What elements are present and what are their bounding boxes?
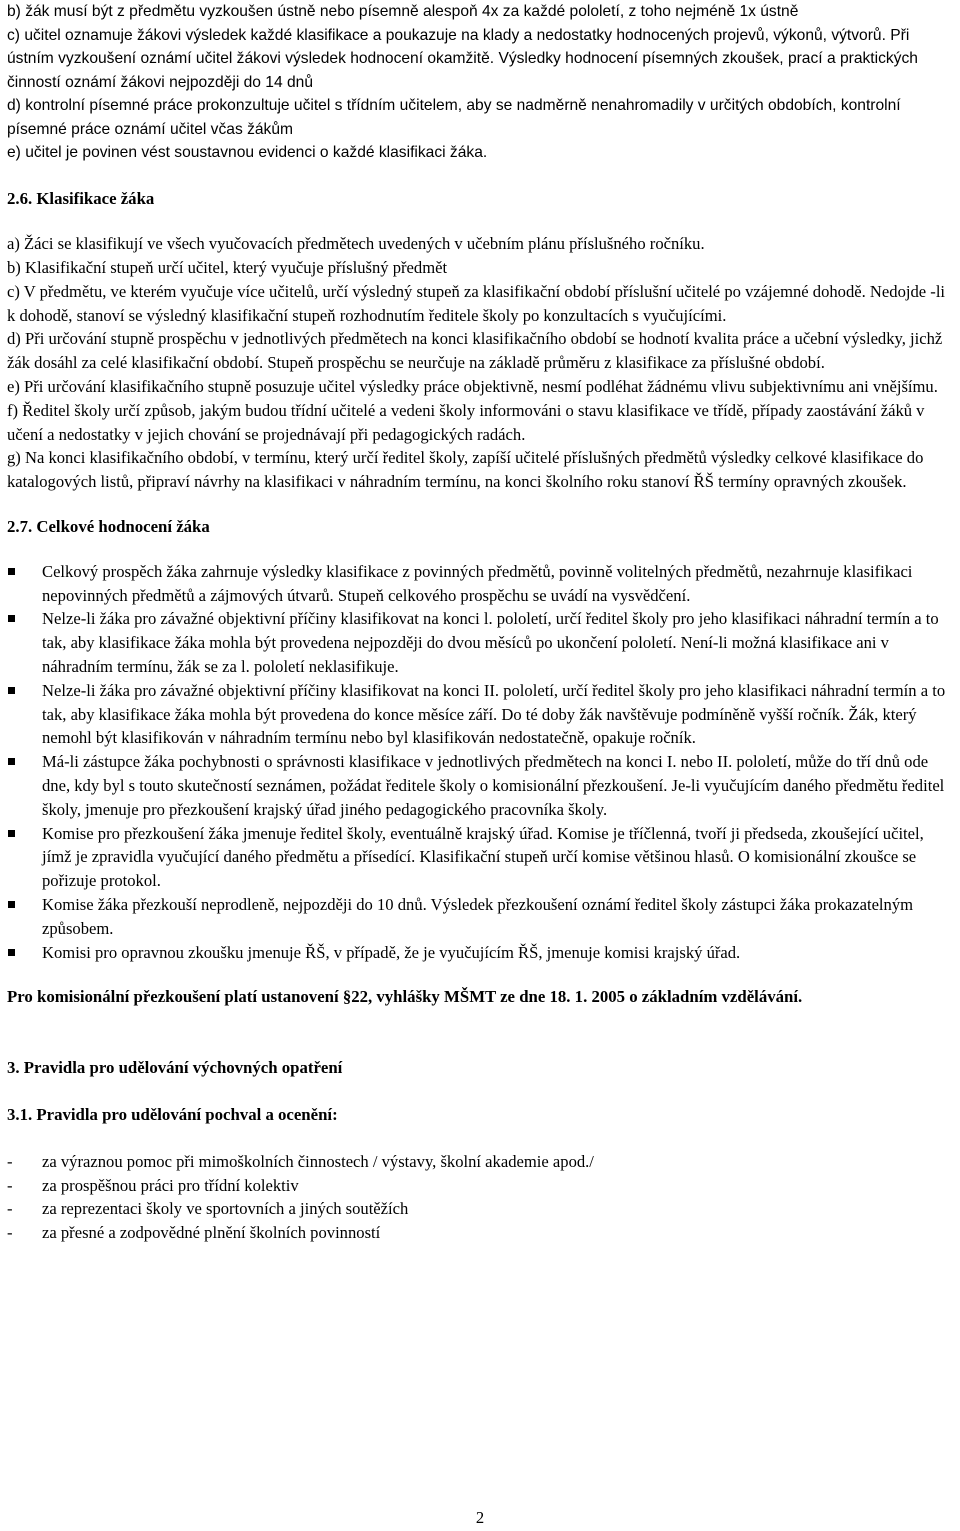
list-item-text: Komise žáka přezkouší neprodleně, nejpozději do 10 dnů. Výsledek přezkoušení oznámí ředitel školy zástupci žáka prokazatelným způsobem. [42,895,914,938]
section-3-1-heading: 3.1. Pravidla pro udělování pochval a ocenění: [7,1105,338,1124]
list-item-text: Komise pro přezkoušení žáka jmenuje ředitel školy, eventuálně krajský úřad. Komise je tříčlenná, tvoří ji předseda, zkoušející učitel, jímž je zpravidla vyučující daného předmětu a přísedící. Klasifikační stupeň určí komise většinou hlasů. O komisionální zkoušce se pořizuje protokol. [42,823,924,891]
square-bullet-icon [8,758,15,765]
section-2-6-item-a: a) Žáci se klasifikují ve všech vyučovacích předmětech uvedených v učebním plánu příslušného ročníku. [7,234,705,254]
square-bullet-icon [8,901,15,908]
square-bullet-icon [8,687,15,694]
square-bullet-icon [8,615,15,622]
list-item [7,750,955,821]
list-item [7,1221,955,1245]
section-2-6-item-e: e) Při určování klasifikačního stupně posuzuje učitel výsledky práce objektivně, nesmí podléhat žádnému vlivu subjektivnímu ani vnějšímu. [7,377,938,397]
list-item [7,1150,955,1174]
list-item [7,941,955,965]
list-item-text: za reprezentaci školy ve sportovních a jiných soutěžích [42,1199,409,1219]
dash-marker: - [7,1175,13,1195]
square-bullet-icon [8,568,15,575]
list-item-text: za výraznou pomoc při mimoškolních činnostech / výstavy, školní akademie apod./ [42,1151,594,1171]
list-item [7,560,955,608]
list-item-text: Nelze-li žáka pro závažné objektivní příčiny klasifikovat na konci II. pololetí, určí ředitel školy pro jeho klasifikaci náhradní termín a to tak, aby klasifikace žáka mohla být provedena do konce měsíce září. Do té doby žák navštěvuje podmíněně vyšší ročník. Žák, který nemohl být klasifikován v náhradním termínu nebo byl klasifikován nedostatečně, opakuje ročník. [42,680,946,748]
list-item-text: Nelze-li žáka pro závažné objektivní příčiny klasifikovat na konci l. pololetí, určí ředitel školy pro jeho klasifikaci náhradní termín a to tak, aby klasifikace žáka mohla být provedena nejpozději do dvou měsíců po ukončení pololetí. Není-li možná klasifikace ani v náhradním termínu, žák se za l. pololetí neklasifikuje. [42,609,939,677]
top-paragraphs [7,0,955,165]
dash-marker: - [7,1199,13,1219]
paragraph-e: e) učitel je povinen vést soustavnou evidenci o každé klasifikaci žáka. [7,144,488,161]
square-bullet-icon [8,830,15,837]
section-3-1-dash-list [7,1150,955,1245]
section-2-6-list [7,232,955,494]
dash-marker: - [7,1151,13,1171]
section-2-6-item-f: f) Ředitel školy určí způsob, jakým budou třídní učitelé a vedeni školy informováni o stavu klasifikace ve třídě, případy zaostávání žáků v učení a nedostatky v jejich chování se projednávají při pedagogických radách. [7,400,925,444]
section-2-6-item-b: b) Klasifikační stupeň určí učitel, který vyučuje příslušný předmět [7,258,448,278]
list-item-text: Komisi pro opravnou zkoušku jmenuje ŘŠ, v případě, že je vyučujícím ŘŠ, jmenuje komisi krajský úřad. [42,942,741,962]
dash-marker: - [7,1223,13,1243]
list-item-text: za přesné a zodpovědné plnění školních povinností [42,1223,381,1243]
list-item-text: Celkový prospěch žáka zahrnuje výsledky klasifikace z povinných předmětů, povinně volitelných předmětů, nezahrnuje klasifikaci nepovinných předmětů a zájmových útvarů. Stupeň celkového prospěchu se uvádí na vysvědčení. [42,561,913,605]
list-item-text: za prospěšnou práci pro třídní kolektiv [42,1175,299,1195]
document-page [7,0,955,1245]
list-item [7,607,955,678]
section-2-7-bullet-list [7,560,955,965]
section-3-heading: 3. Pravidla pro udělování výchovných opatření [7,1058,343,1078]
list-item [7,1174,955,1198]
square-bullet-icon [8,949,15,956]
section-2-6-item-c: c) V předmětu, ve kterém vyučuje více učitelů, určí výsledný stupeň za klasifikační období příslušní učitelé po vzájemné dohodě. Nedojde -li k dohodě, stanoví se výsledný klasifikační stupeň rozhodnutím ředitele školy po konzultacích s vyučujícími. [7,281,946,325]
section-2-6-item-d: d) Při určování stupně prospěchu v jednotlivých předmětech na konci klasifikačního období se hodnotí kvalita práce a učební výsledky, jichž žák dosáhl za celé klasifikační období. Stupeň prospěchu se neurčuje na základě průměru z klasifikace za příslušné období. [7,329,943,373]
list-item-text: Má-li zástupce žáka pochybnosti o správnosti klasifikace v jednotlivých předmětech na konci I. nebo II. pololetí, může do tří dnů ode dne, kdy byl s touto skutečností seznámen, požádat ředitele školy o komisionální přezkoušení. Je-li vyučujícím daného předmětu ředitel školy, jmenuje pro přezkoušení krajský úřad jiného pedagogického pracovníka školy. [42,752,945,819]
list-item [7,1197,955,1221]
paragraph-b: b) žák musí být z předmětu vyzkoušen ústně nebo písemně alespoň 4x za každé pololetí, z toho nejméně 1x ústně [7,3,799,20]
section-2-6-heading: 2.6. Klasifikace žáka [7,188,155,208]
paragraph-c: c) učitel oznamuje žákovi výsledek každé klasifikace a poukazuje na klady a nedostatky hodnocených projevů, výkonů, výtvorů. Při ústním vyzkoušení oznámí učitel žákovi výsledek hodnocení okamžitě. Výsledky hodnocení písemných zkoušek, prací a praktických činností oznámí žákovi nejpozději do 14 dnů [7,26,918,91]
section-2-7-heading: 2.7. Celkové hodnocení žáka [7,517,210,537]
section-2-6-item-g: g) Na konci klasifikačního období, v termínu, který určí ředitel školy, zapíší učitelé příslušných předmětů výsledky celkové klasifikace do katalogových listů, připraví návrhy na klasifikaci v náhradním termínu, na konci školního roku stanoví ŘŠ termíny opravných zkoušek. [7,448,924,492]
legal-note: Pro komisionální přezkoušení platí ustanovení §22, vyhlášky MŠMT ze dne 18. 1. 2005 o základním vzdělávání. [7,987,803,1007]
list-item [7,822,955,893]
page-number: 2 [475,1508,485,1527]
list-item [7,893,955,941]
paragraph-d: d) kontrolní písemné práce prokonzultuje učitel s třídním učitelem, aby se nadměrně nenahromadily v určitých obdobích, kontrolní písemné práce oznámí učitel včas žákům [7,97,901,138]
list-item [7,679,955,750]
